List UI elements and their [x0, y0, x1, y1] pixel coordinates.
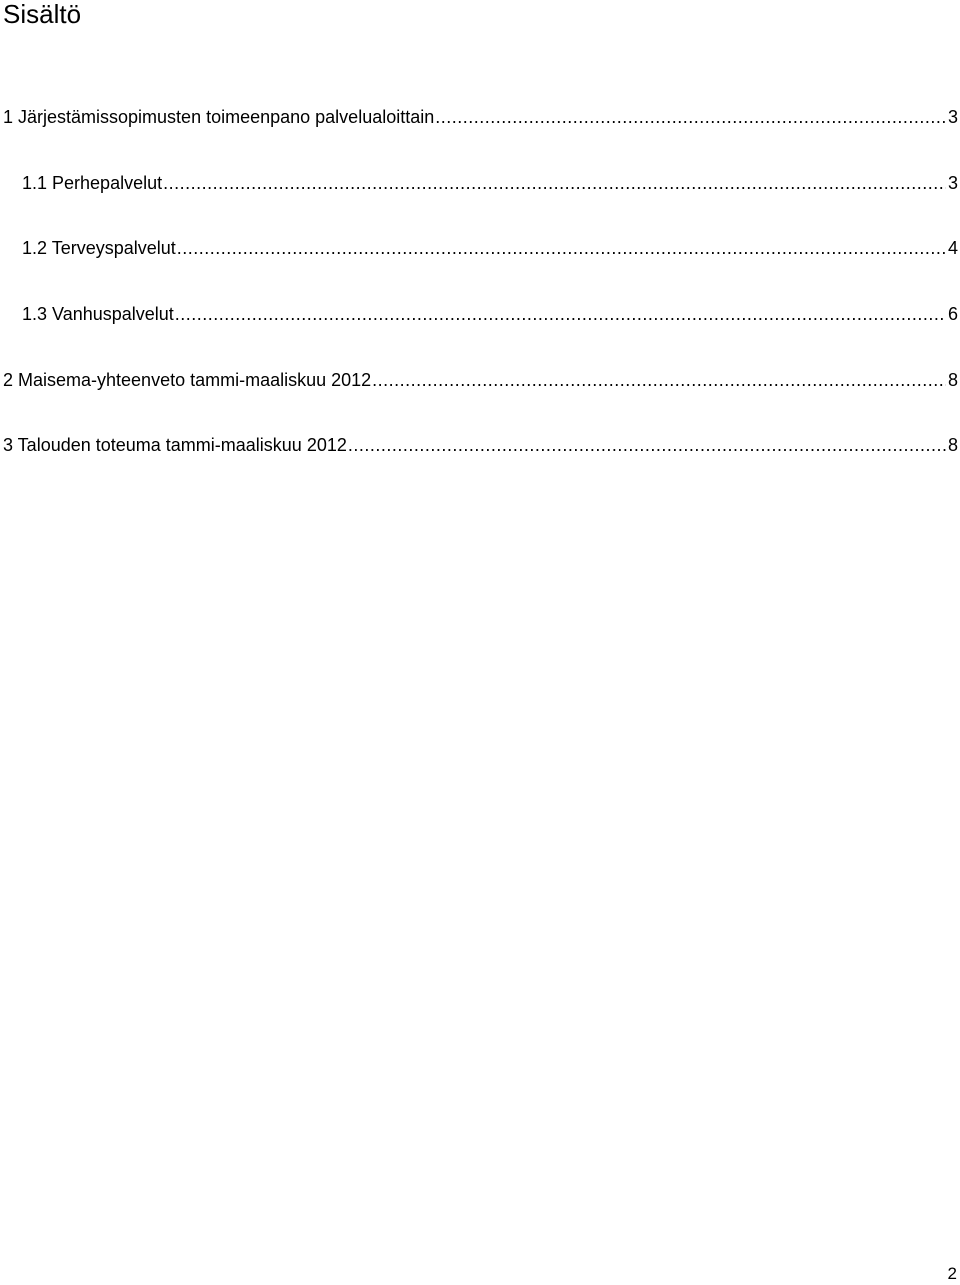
toc-dot-leader	[372, 369, 946, 391]
toc-entry-title[interactable]: 3 Talouden toteuma tammi-maaliskuu 2012	[3, 435, 347, 455]
toc-dot-leader	[435, 106, 946, 128]
toc-entry[interactable]	[22, 237, 958, 259]
toc-entry[interactable]	[22, 303, 958, 325]
toc-dot-leader	[175, 303, 946, 325]
toc-entry-title[interactable]: 1 Järjestämissopimusten toimeenpano palvelualoittain	[3, 107, 435, 127]
toc-entry-title[interactable]: 2 Maisema-yhteenveto tammi-maaliskuu 2012	[3, 370, 372, 390]
toc-entry-page[interactable]: 6	[947, 304, 958, 324]
toc-entry-title[interactable]: 1.3 Vanhuspalvelut	[22, 304, 174, 324]
page-number: 2	[947, 1264, 957, 1283]
toc-dot-leader	[348, 434, 946, 456]
toc-dot-leader	[163, 172, 946, 194]
toc-entry[interactable]	[3, 434, 958, 456]
toc-dot-leader	[177, 237, 946, 259]
toc-entry-page[interactable]: 8	[947, 370, 958, 390]
toc-entry-page[interactable]: 8	[947, 435, 958, 455]
toc-entry-title[interactable]: 1.1 Perhepalvelut	[22, 173, 163, 193]
toc-entry-title[interactable]: 1.2 Terveyspalvelut	[22, 238, 176, 258]
toc-entry-page[interactable]: 4	[947, 238, 958, 258]
toc-entry-page[interactable]: 3	[947, 107, 958, 127]
toc-entry[interactable]	[22, 172, 958, 194]
page-title: Sisältö	[3, 0, 82, 29]
toc-entry[interactable]	[3, 369, 958, 391]
toc-entry-page[interactable]: 3	[947, 173, 958, 193]
toc-entry[interactable]	[3, 106, 958, 128]
